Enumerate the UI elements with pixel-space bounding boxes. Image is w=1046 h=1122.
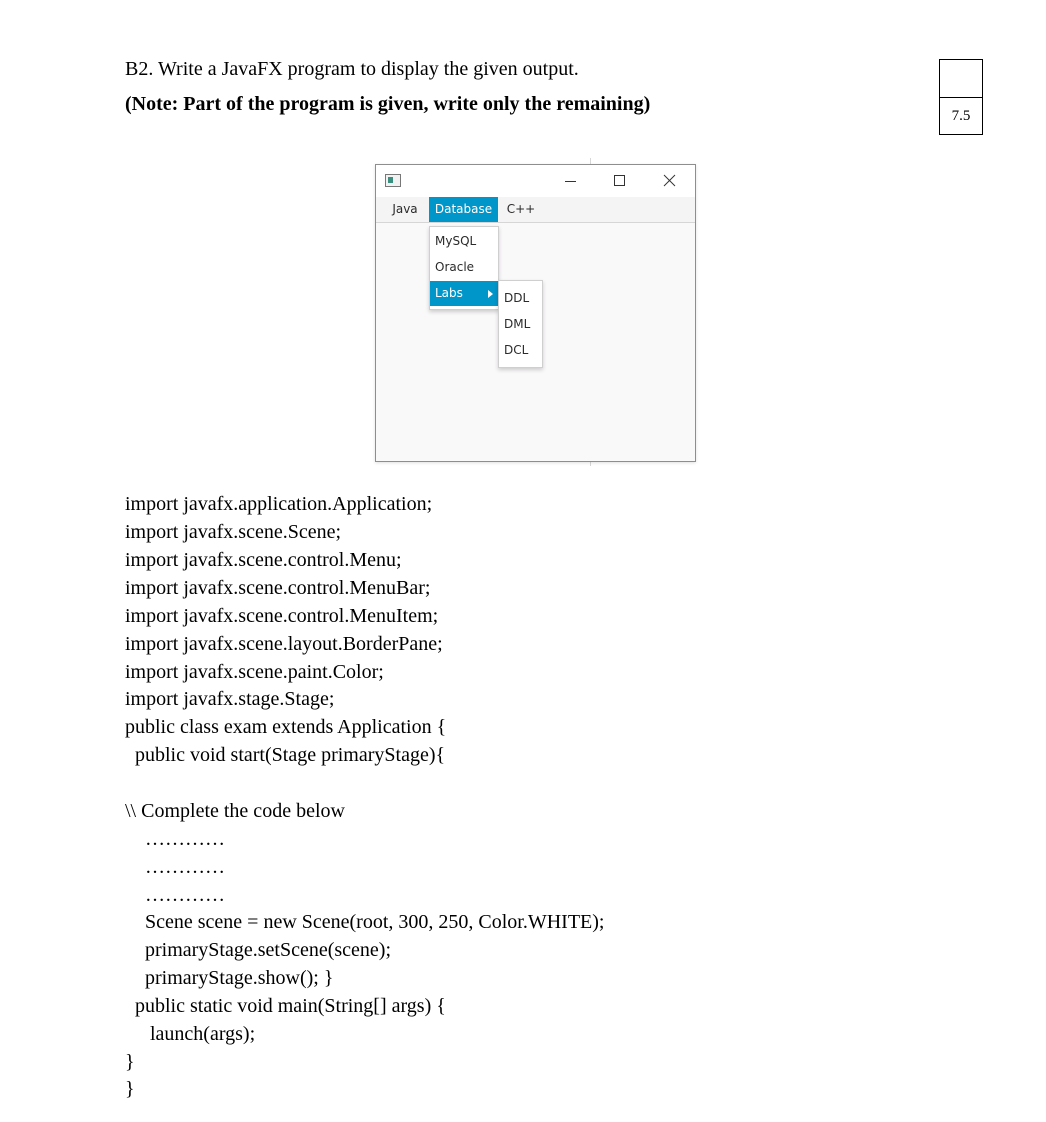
menu-item-ddl[interactable]: DDL [504,291,530,305]
marks-box [939,59,983,135]
menu-item-mysql[interactable]: MySQL [435,234,477,248]
code-line: primaryStage.show(); } [135,967,334,989]
minimize-icon[interactable] [559,171,583,191]
code-line: public void start(Stage primaryStage){ [130,744,446,766]
question-note: (Note: Part of the program is given, write only the remaining) [125,93,651,115]
menu-item-oracle[interactable]: Oracle [435,260,475,274]
code-line: } [125,1051,135,1073]
code-line: import javafx.scene.paint.Color; [125,661,384,683]
code-placeholder: ………… [135,856,225,878]
submenu-arrow-icon [488,290,493,298]
close-icon-glyph [658,171,682,191]
menu-item-dcl[interactable]: DCL [504,343,529,357]
window-titlebar [376,165,695,197]
code-line: launch(args); [140,1023,256,1045]
menu-item-labs-label: Labs [435,286,463,300]
app-icon [385,174,401,187]
menu-item-labs[interactable] [430,281,498,306]
code-line: primaryStage.setScene(scene); [135,939,392,961]
code-placeholder: ………… [135,828,225,850]
maximize-icon[interactable] [608,171,632,191]
menu-cpp[interactable]: C++ [506,202,536,216]
menu-item-dml[interactable]: DML [504,317,531,331]
code-line: import javafx.application.Application; [125,493,433,515]
code-line: import javafx.scene.control.MenuBar; [125,577,431,599]
code-line: import javafx.stage.Stage; [125,688,335,710]
code-line: Scene scene = new Scene(root, 300, 250, Color.WHITE); [135,911,605,933]
code-line: import javafx.scene.control.Menu; [125,549,402,571]
code-line: public static void main(String[] args) { [130,995,446,1017]
code-placeholder: ………… [135,884,225,906]
marks-blank-cell [940,60,982,98]
code-line: import javafx.scene.layout.BorderPane; [125,633,443,655]
database-dropdown [429,226,499,310]
close-icon[interactable] [658,171,682,191]
marks-value: 7.5 [951,108,971,124]
menu-java[interactable]: Java [392,202,418,216]
code-line: } [125,1078,135,1100]
question-title: B2. Write a JavaFX program to display the given output. [125,58,579,80]
code-comment: \\ Complete the code below [125,800,345,822]
labs-submenu [498,280,543,368]
code-line: public class exam extends Application { [125,716,447,738]
menu-bar [376,197,695,223]
code-line: import javafx.scene.control.MenuItem; [125,605,439,627]
menu-database[interactable]: Database [429,197,498,222]
code-line: import javafx.scene.Scene; [125,521,342,543]
